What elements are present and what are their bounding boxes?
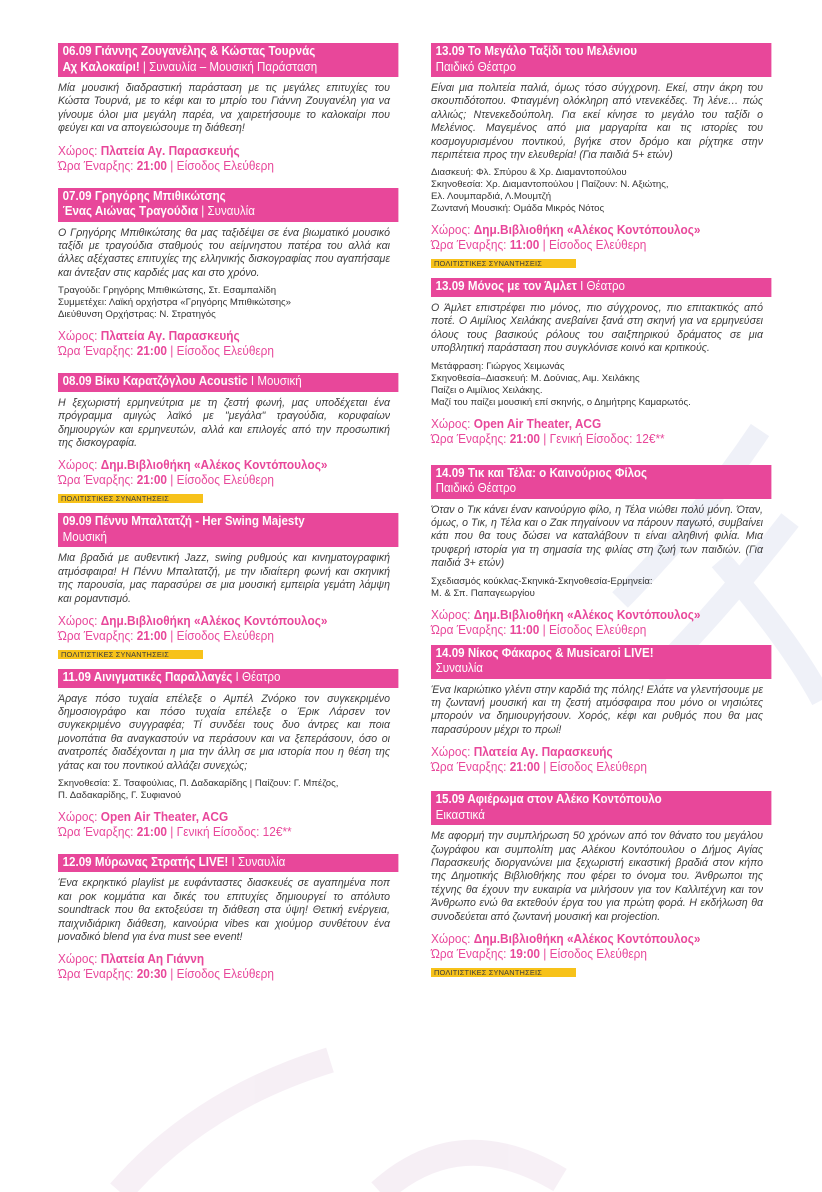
venue-line: Χώρος: Δημ.Βιβλιοθήκη «Αλέκος Κοντόπουλος»: [431, 932, 701, 947]
venue-name: Δημ.Βιβλιοθήκη «Αλέκος Κοντόπουλος»: [100, 458, 328, 473]
entry-info: Είσοδος Ελεύθερη: [549, 947, 648, 962]
venue-name: Δημ.Βιβλιοθήκη «Αλέκος Κοντόπουλος»: [473, 607, 701, 622]
event-1409-musicaroi: [431, 645, 763, 776]
event-credits: Σχεδιασμός κούκλας-Σκηνικά-Σκηνοθεσία-Ερμηνεία: Μ. & Σπ. Παπαγεωργίου: [431, 575, 653, 599]
event-description: Είναι μια πολιτεία παλιά, όμως τόσο σύγχρονη. Εκεί, στην άκρη του σκουπιδότοπου. Φτιαγμένη ολόκληρη από ντενεκέδες. Τη λένε… πώς αλλιώς; Ντενεκεδούπολη. Για εκεί κίνησε το μεγάλο του ταξίδι ο Μελένιος. Μαγεμένος από μια μαργαρίτα και τις ιστορίες του κοσμογυρισμένου ποντικού, βγήκε στον δρόμο και ρίχτηκε στην περιπέτεια προς την ελευθερία! (Για παιδιά 5+ ετών): [431, 82, 763, 162]
event-0609: [58, 43, 390, 174]
right-column: [431, 43, 763, 987]
event-title: 14.09 Νίκος Φάκαρος & Musicaroi LIVE!: [435, 645, 654, 660]
series-badge: ΠΟΛΙΤΙΣΤΙΚΕΣ ΣΥΝΑΝΤΗΣΕΙΣ: [58, 494, 203, 503]
event-title: 13.09 Μόνος με τον Άμλετ: [435, 279, 577, 294]
event-description: Ο Γρηγόρης Μπιθικώτσης θα μας ταξιδέψει σε ένα βιωματικό μουσικό ταξίδι με τραγούδια σταθμούς του αείμνηστου πατέρα του αλλά και άλλες αξέχαστες επιτυχίες της ελληνικής δισκογραφίας που αγαπήσαμε και άντεξαν στις καρδιές μας και στο χρόνο.: [58, 226, 390, 279]
event-category: I Θέατρο: [232, 670, 281, 684]
venue-line: Χώρος: Δημ.Βιβλιοθήκη «Αλέκος Κοντόπουλος»: [58, 458, 328, 473]
event-1509: [431, 791, 763, 980]
event-0709: [58, 188, 390, 360]
time-line: Ώρα Έναρξης: 21:00 | Είσοδος Ελεύθερη: [431, 760, 648, 775]
event-header: [431, 465, 771, 499]
venue-line: Χώρος: Open Air Theater, ACG: [58, 809, 229, 824]
event-title: 09.09 Πέννυ Μπαλτατζή - Her Swing Majesty: [62, 514, 305, 529]
time-line: Ώρα Έναρξης: 19:00 | Είσοδος Ελεύθερη: [431, 947, 648, 962]
time-line: Ώρα Έναρξης: 21:00 | Είσοδος Ελεύθερη: [58, 158, 275, 173]
event-description: Ένα εκρηκτικό playlist με ευφάνταστες διασκευές σε αγαπημένα ποπ και ροκ κομμάτια και δικές του επιτυχίες δημιουργεί το απόλυτο soundtrack που θα εκτοξεύσει τη διάθεση στα ύψη! Θετική ενέργεια, παιχνιδιάρικη διάθεση, καινούρια vibes και χιούμορ συνθέτουν ένα μοναδικό blend για ένα must see event!: [58, 877, 390, 944]
event-description: Άραγε πόσο τυχαία επέλεξε ο Αμπέλ Ζνόρκο τον συγκεκριμένο δημοσιογράφο και πόσο τυχαία επέλεξε ο Έρικ Λάρσεν τον συγκεκριμένο συγγραφέα; Τί συνδέει τους δυο άντρες και ποια μονοπάτια θα αναγκαστούν να περάσουν και να ξεπεράσουν, όσο οι ανατροπές διαδέχονται η μια την άλλη σε μια ιστορία που η θέση της γάτας και του ποντικού αλλάζει συνεχώς;: [58, 692, 390, 772]
entry-info: Είσοδος Ελεύθερη: [176, 344, 275, 359]
event-credits: Τραγούδι: Γρηγόρης Μπιθικώτσης, Στ. Εσαμπαλίδη Συμμετέχει: Λαϊκή ορχήστρα «Γρηγόρης Μπιθικώτσης» Διεύθυνση Ορχήστρας: Ν. Στρατηγός: [58, 285, 291, 321]
event-header: [58, 188, 398, 222]
series-badge: ΠΟΛΙΤΙΣΤΙΚΕΣ ΣΥΝΑΝΤΗΣΕΙΣ: [431, 968, 576, 977]
event-header: [58, 669, 398, 688]
start-time: 11:00: [509, 238, 540, 253]
start-time: 19:00: [509, 947, 541, 962]
event-header: [431, 278, 771, 297]
event-title: 06.09 Γιάννης Ζουγανέλης & Κώστας Τουρνάς: [62, 44, 316, 58]
time-line: Ώρα Έναρξης: 11:00 | Είσοδος Ελεύθερη: [431, 622, 647, 637]
start-time: 20:30: [136, 967, 168, 982]
event-category: Παιδικό Θέατρο: [435, 59, 517, 74]
start-time: 21:00: [136, 344, 168, 359]
event-description: Ο Άμλετ επιστρέφει πιο μόνος, πιο σύγχρονος, πιο επιτακτικός από ποτέ. Ο Αιμίλιος Χειλάκης ανεβαίνει ξανά στη σκηνή για να ερμηνεύσει όλους τους βασικούς ρόλους του σαιξπηρικού δράματος σε μια υποβλητική παράσταση που συγκλόνισε κοινό και κριτικούς.: [431, 301, 763, 355]
event-category: Παιδικό Θέατρο: [435, 481, 517, 496]
entry-info: Είσοδος Ελεύθερη: [549, 238, 647, 253]
venue-line: Χώρος: Πλατεία Αη Γιάννη: [58, 952, 205, 967]
event-category: I Μουσική: [247, 374, 302, 389]
venue-name: Δημ.Βιβλιοθήκη «Αλέκος Κοντόπουλος»: [473, 932, 701, 947]
time-line: Ώρα Έναρξης: 21:00 | Γενική Είσοδος: 12€**: [58, 824, 292, 839]
event-title: 08.09 Βίκυ Καρατζόγλου Acoustic: [62, 374, 248, 389]
event-header: [58, 513, 398, 547]
start-time: 21:00: [136, 824, 168, 839]
event-1309-kids: [431, 43, 763, 271]
event-header: [58, 854, 398, 873]
event-description: Μια βραδιά με αυθεντική Jazz, swing ρυθμούς και κινηματογραφική ατμόσφαιρα! Η Πέννυ Μπαλτατζή, με την ιδιαίτερη φωνή και σκηνική της παρουσία, μας παρασύρει σε μια μουσική εμπειρία γεμάτη λάμψη και ρομαντισμό.: [58, 552, 390, 605]
event-description: Ένα Ικαριώτικο γλέντι στην καρδιά της πόλης! Ελάτε να γλεντήσουμε με τη ζωντανή μουσική και τη ζεστή ατμόσφαιρα που μόνο οι νησιώτες μπορούν να δημιουργήσουν. Χορός, κέφι και ρυθμός που θα μας παρασύρουν μέχρι το πρωί!: [431, 683, 763, 736]
entry-info: Είσοδος Ελεύθερη: [549, 622, 647, 637]
event-title: 14.09 Τικ και Τέλα: ο Καινούριος Φίλος: [435, 465, 648, 480]
entry-info: Γενική Είσοδος: 12€**: [549, 431, 665, 446]
start-time: 21:00: [509, 431, 541, 446]
time-line: Ώρα Έναρξης: 11:00 | Είσοδος Ελεύθερη: [431, 238, 647, 253]
time-line: Ώρα Έναρξης: 21:00 | Είσοδος Ελεύθερη: [58, 473, 275, 488]
series-badge: ΠΟΛΙΤΙΣΤΙΚΕΣ ΣΥΝΑΝΤΗΣΕΙΣ: [431, 259, 576, 268]
venue-name: Open Air Theater, ACG: [100, 809, 229, 824]
event-header: [431, 791, 771, 825]
event-0909: [58, 513, 390, 662]
event-category: Μουσική: [62, 529, 108, 544]
venue-name: Πλατεία Αγ. Παρασκευής: [100, 143, 240, 158]
start-time: 11:00: [509, 622, 540, 637]
venue-name: Δημ.Βιβλιοθήκη «Αλέκος Κοντόπουλος»: [473, 223, 701, 238]
event-1309-hamlet: [431, 278, 763, 446]
event-category: Εικαστικά: [435, 807, 485, 822]
event-title: 12.09 Μύρωνας Στρατής LIVE!: [62, 854, 229, 869]
venue-line: Χώρος: Open Air Theater, ACG: [431, 416, 602, 431]
start-time: 21:00: [509, 760, 541, 775]
event-category: Συναυλία: [435, 661, 483, 676]
event-description: Όταν ο Τικ κάνει έναν καινούργιο φίλο, η Τέλα νιώθει πολύ μόνη. Όταν, όμως, ο Τικ, η Τέλα και ο Ζακ πηγαίνουν να πάρουν παγωτό, συμβαίνει κάτι που θα τους δώσει να καταλάβουν τι είναι αληθινή φιλία. Μια τρυφερή ιστορία για τη σημασία της φιλίας στη ζωή των παιδιών. (Για παιδιά 3+ ετών): [431, 503, 763, 570]
venue-line: Χώρος: Δημ.Βιβλιοθήκη «Αλέκος Κοντόπουλος»: [431, 607, 701, 622]
event-title: 11.09 Αινιγματικές Παραλλαγές: [62, 670, 233, 684]
event-category: I Συναυλία: [228, 854, 286, 869]
event-0809: [58, 373, 390, 506]
event-title: 15.09 Αφιέρωμα στον Αλέκο Κοντόπουλο: [435, 792, 662, 807]
event-category: | Συναυλία: [198, 204, 255, 219]
event-header: [58, 373, 398, 392]
entry-info: Είσοδος Ελεύθερη: [176, 629, 275, 643]
time-line: Ώρα Έναρξης: 21:00 | Είσοδος Ελεύθερη: [58, 344, 275, 359]
entry-info: Είσοδος Ελεύθερη: [176, 967, 275, 982]
entry-info: Είσοδος Ελεύθερη: [176, 158, 275, 173]
event-description: Με αφορμή την συμπλήρωση 50 χρόνων από τον θάνατο του μεγάλου ζωγράφου και συμπολίτη μας Αλέκου Κοντόπουλου ο Δήμος Αγίας Παρασκευής διοργανώνει μια ξεχωριστή εικαστική βραδιά στον κήπο της Δημοτικής Βιβλιοθήκης που φέρει το όνομα του. Άνθρωποι της τέχνης θα έχουν την ευκαιρία να μιλήσουν για τον Καλλιτέχνη και τον Άνθρωπο ενώ θα εκτεθούν έργα του για πρώτη φορά. Η εκδήλωση θα συνοδεύεται από ζωντανή μουσική και projection.: [431, 830, 763, 923]
venue-line: Χώρος: Πλατεία Αγ. Παρασκευής: [58, 329, 240, 344]
entry-info: Γενική Είσοδος: 12€**: [176, 824, 292, 839]
start-time: 21:00: [136, 158, 168, 173]
venue-name: Open Air Theater, ACG: [473, 416, 602, 431]
event-1109: [58, 669, 390, 840]
event-subtitle: Ένας Αιώνας Τραγούδια: [62, 204, 199, 219]
event-description: Μία μουσική διαδραστική παράσταση με τις μεγάλες επιτυχίες του Κώστα Τουρνά, με το κέφι και το μπρίο του Γιάννη Ζουγανέλη για να γίνουμε όλοι μια μεγάλη παρέα, να χαιρετήσουμε το καλοκαίρι που φεύγει και να απογειώσουμε τη διάθεση!: [58, 82, 390, 135]
venue-name: Δημ.Βιβλιοθήκη «Αλέκος Κοντόπουλος»: [100, 614, 328, 628]
event-category: | Συναυλία – Μουσική Παράσταση: [139, 59, 318, 74]
event-category: I Θέατρο: [576, 279, 626, 294]
event-header: [431, 645, 771, 679]
series-badge: ΠΟΛΙΤΙΣΤΙΚΕΣ ΣΥΝΑΝΤΗΣΕΙΣ: [58, 650, 203, 659]
venue-name: Πλατεία Αη Γιάννη: [100, 952, 205, 967]
start-time: 21:00: [136, 473, 168, 488]
time-line: Ώρα Έναρξης: 21:00 | Είσοδος Ελεύθερη: [58, 629, 275, 643]
event-description: Η ξεχωριστή ερμηνεύτρια με τη ζεστή φωνή, μας υποδέχεται ένα πρόγραμμα αμιγώς λαϊκό με "μεγάλα" τραγούδια, κορυφαίων δημιουργών και ερμηνευτών, αλλά και επιλογές από την προσωπική της δισκογραφία.: [58, 396, 390, 449]
event-credits: Μετάφραση: Γιώργος Χειμωνάς Σκηνοθεσία–Διασκευή: Μ. Δούνιας, Αιμ. Χειλάκης Παίζει ο Αιμίλιος Χειλάκης. Μαζί του παίζει μουσική επί σκηνής, ο Δημήτρης Καμαρωτός.: [431, 360, 691, 408]
event-header: [58, 43, 398, 77]
start-time: 21:00: [136, 629, 168, 643]
event-title: 13.09 Το Μεγάλο Ταξίδι του Μελένιου: [435, 44, 638, 58]
event-1209: [58, 854, 390, 983]
venue-line: Χώρος: Πλατεία Αγ. Παρασκευής: [58, 143, 240, 158]
time-line: Ώρα Έναρξης: 20:30 | Είσοδος Ελεύθερη: [58, 967, 275, 982]
entry-info: Είσοδος Ελεύθερη: [176, 473, 275, 488]
left-column: [58, 43, 390, 989]
event-title: 07.09 Γρηγόρης Μπιθικώτσης: [62, 188, 226, 203]
event-header: [431, 43, 771, 77]
time-line: Ώρα Έναρξης: 21:00 | Γενική Είσοδος: 12€**: [431, 431, 665, 446]
event-1409-tik: [431, 465, 763, 638]
venue-line: Χώρος: Δημ.Βιβλιοθήκη «Αλέκος Κοντόπουλος»: [58, 614, 328, 628]
venue-name: Πλατεία Αγ. Παρασκευής: [100, 329, 240, 344]
entry-info: Είσοδος Ελεύθερη: [549, 760, 648, 775]
event-credits: Διασκευή: Φλ. Σπύρου & Χρ. Διαμαντοπούλου Σκηνοθεσία: Χρ. Διαμαντοπούλου | Παίζουν: Ν. Αξιώτης, Ελ. Λουμπαρδιά, Λ.Μουμτζή Ζωντανή Μουσική: Ομάδα Μικρός Νότος: [431, 167, 669, 215]
venue-line: Χώρος: Δημ.Βιβλιοθήκη «Αλέκος Κοντόπουλος»: [431, 223, 701, 238]
venue-name: Πλατεία Αγ. Παρασκευής: [473, 745, 613, 760]
event-credits: Σκηνοθεσία: Σ. Τσαφούλιας, Π. Δαδακαρίδης | Παίζουν: Γ. Μπέζος, Π. Δαδακαρίδης, Γ. Συφιανού: [58, 777, 339, 801]
venue-line: Χώρος: Πλατεία Αγ. Παρασκευής: [431, 745, 613, 760]
event-subtitle: Αχ Καλοκαίρι!: [62, 59, 140, 74]
